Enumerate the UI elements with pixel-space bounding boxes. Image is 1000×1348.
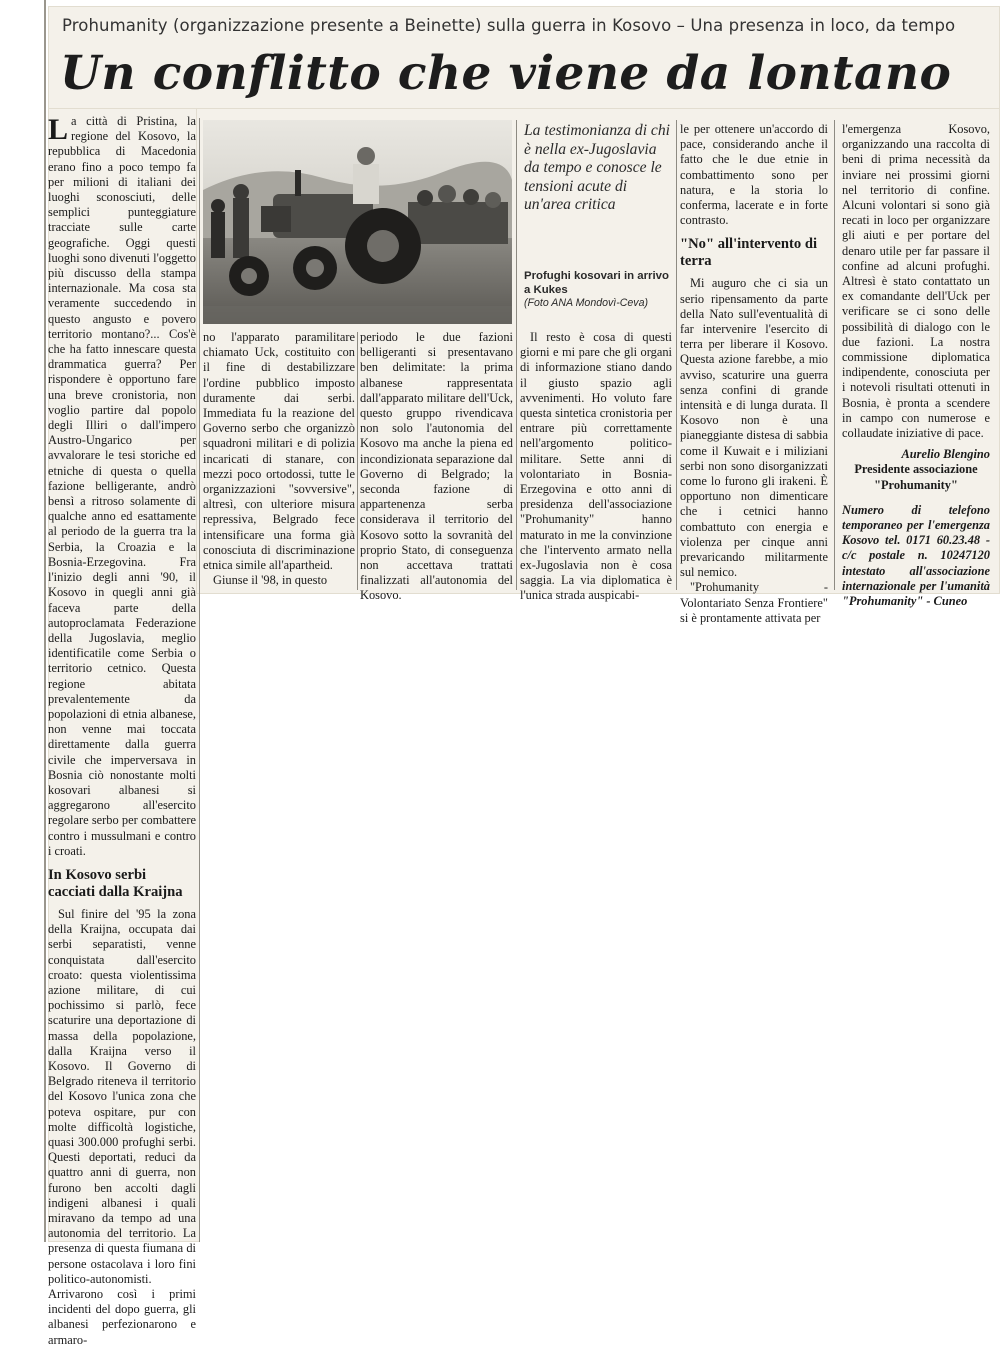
signature-name: Aurelio Blengino bbox=[901, 447, 990, 462]
section-subhead: In Kosovo serbi cacciati dalla Kraijna bbox=[48, 866, 183, 900]
paragraph: Il resto è cosa di questi giorni e mi pare che gli organi di informazione stiano dando il giusto spazio agli avvenimenti. Ho voluto fare questa sintetica cronistoria per entrare più correttamente nell'argomento politico-militare. Sette anni di volontariato in Bosnia-Erzegovina e otto anni di presidenza dell'associazione "Prohumanity" hanno maturato in me la convinzione che l'intervento armato nella ex-Jugoslavia non è cosa saggia. La via diplomatica è l'unica strada auspicabi- bbox=[520, 330, 672, 603]
article-column-3 bbox=[360, 330, 513, 603]
article-subtitle: Prohumanity (organizzazione presente a Beinette) sulla guerra in Kosovo – Una presenza in loco, da tempo bbox=[62, 16, 956, 35]
paragraph bbox=[48, 114, 196, 859]
tractor-photo-illustration bbox=[203, 120, 512, 324]
article-column-2 bbox=[203, 330, 355, 592]
column-rule bbox=[199, 118, 200, 1242]
scan-edge-line bbox=[44, 0, 46, 1242]
article-photo bbox=[203, 120, 512, 324]
article-column-6 bbox=[842, 122, 990, 609]
paragraph: "Prohumanity - Volontariato Senza Frontiere" si è prontamente attivata per bbox=[680, 580, 828, 625]
column-rule bbox=[834, 120, 835, 590]
paragraph: periodo le due fazioni belligeranti si presentavano ben delimitate: la prima albanese rappresentata dall'apparato militare dell'Uck, questo gruppo rivendicava non solo l'autonomia del Kosovo ma anche la piena ed incondizionata separazione dal Governo di Belgrado; la seconda fazione di appartenenza serba considerava il territorio del Kosovo sotto la sovranità del proprio Stato, di conseguenza non accettava trattati finalizzati all'autonomia del Kosovo. bbox=[360, 330, 513, 603]
paragraph: le per ottenere un'accordo di pace, considerando anche il fatto che le due etnie in combattimento sono per natura, e la storia lo conferma, lacerate e in forte contrasto. bbox=[680, 122, 828, 228]
caption-title: Profughi kosovari in arrivo a Kukes bbox=[524, 270, 669, 296]
article-column-1 bbox=[48, 113, 196, 1347]
paragraph: Mi auguro che ci sia un serio ripensamento da parte della Nato sull'eventualità di far intervenire l'esercito di terra per liberare il Kosovo. Questa azione farebbe, a mio avviso, scaturire una guerra senza confini di grande intensità e di lunga durata. Il Kosovo non è una pianeggiante distesa di sabbia come il Kuwait e i miliziani serbi non sono disorganizzati come lo furono gli irakeni. È opportuno non dimenticare che i cetnici hanno combattuto con energia e violenza per cinque anni prevaricando militarmente sul nemico. bbox=[680, 276, 828, 580]
caption-credit: (Foto ANA Mondovì-Ceva) bbox=[524, 297, 649, 310]
paragraph-text: a città di Pristina, la regione del Kosovo, la repubblica di Macedonia erano fino a poco tempo fa per milioni di italiani dei luoghi sconosciuti, delle semplici punteggiature tracciate sulle carte geografiche. Oggi questi luoghi sono divenuti l'oggetto più discusso della stampa internazionale. Ma cosa sta veramente succedendo in questo angusto e povero territorio montano?... Cos'è che ha fatto innescare questa drammatica guerra? Per rispondere è opportuno fare una breve cronistoria, non voglio partire dal popolo degli Illiri o dall'impero Austro-Ungarico per avvalorare le tesi storiche ed etniche di questa o quella fazione belligerante, andrò bensì a ritroso solamente di qualche anno ed esattamente al periodo de la guerra tra la Serbia, la Croazia e la Bosnia-Erzegovina. Fra l'inizio degli anni '90, il Kosovo in quegli anni già faceva parte della autoproclamata Federazione della Jugoslavia, meglio identificatile come Serbia o territorio cetnico. Questa regione abitata prevalentemente da popolazioni di etnia albanese, non venne mai toccata direttamente dalla guerra civile che imperversava in Bosnia ciò nonostante molti kosovari albanesi si aggregarono all'esercito regolare serbo per combattere contro i mussulmani e contro i croati. bbox=[48, 114, 196, 858]
article-column-4 bbox=[520, 330, 672, 603]
paragraph: Sul finire del '95 la zona della Kraijna, occupata dai serbi separatisti, venne conquistata dall'esercito croato: questa violentissima azione militare, di cui pochissimo si parlò, fece scaturire una deportazione di massa della popolazione, dalla Kraijna verso il Kosovo. Il Governo di Belgrado riteneva il territorio del Kosovo l'unica zona che poteva ospitare, pur con molte difficoltà logistiche, quasi 300.000 profughi serbi. Questi deportati, reduci da quattro anni di guerra, non furono ben accolti dagli indigeni albanesi i quali miravano da tempo ad una autonomia del territorio. La presenza di questa fiumana di persone ostacolava i loro fini politico-autonomisti. Arrivarono così i primi incidenti del dopo guerra, gli albanesi perfezionarono e armaro- bbox=[48, 906, 196, 1347]
column-rule bbox=[676, 120, 677, 590]
paragraph: l'emergenza Kosovo, organizzando una raccolta di beni di prima necessità da inviare nei prossimi giorni nel territorio di confine. Alcuni volontari si sono già recati in loco per organizzare gli aiuti e per portare del denaro utile per far passare il confine ad alcuni profughi. Altresì è stato contattato un ex comandante dell'Uck per verificare se ci sono delle possibilità di dialogo con le due fazioni. La nostra commissione diplomatica indipendente, conosciuta per i notevoli risultati ottenuti in Bosnia, è pronta a scendere in campo con numerose e collaudate iniziative di pace. bbox=[842, 122, 990, 441]
column-rule bbox=[516, 120, 517, 590]
article-column-5 bbox=[680, 122, 828, 625]
pull-quote: La testimonianza di chi è nella ex-Jugoslavia da tempo e conosce le tensioni acute di un'area critica bbox=[524, 122, 670, 214]
paragraph: no l'apparato paramilitare chiamato Uck, costituito con il fine di destabilizzare l'ordine pubblico imposto duramente dai serbi. Immediata fu la reazione del Governo serbo che organizzò squadroni militari e di polizia incaricati di stanare, con mezzi poco ortodossi, tutte le organizzazioni "sovversive", altresì, con ulteriore misura repressiva, Belgrado fece intensificare una forma già conosciuta di discriminazione etnica simile all'apartheid. bbox=[203, 330, 355, 573]
article-headline: Un conflitto che viene da lontano bbox=[60, 46, 952, 101]
signature-role: Presidente associazione "Prohumanity" bbox=[854, 462, 978, 492]
column-rule bbox=[357, 332, 358, 590]
paragraph: Giunse il '98, in questo bbox=[213, 573, 328, 588]
drop-cap: L bbox=[48, 113, 69, 146]
photo-caption bbox=[524, 270, 674, 311]
contact-note: Numero di telefono temporaneo per l'emergenza Kosovo tel. 0171 60.23.48 - c/c postale n. 10247120 intestato all'associazione internazionale per l'umanità "Prohumanity" - Cuneo bbox=[842, 502, 990, 609]
section-subhead: "No" all'intervento di terra bbox=[680, 236, 818, 270]
